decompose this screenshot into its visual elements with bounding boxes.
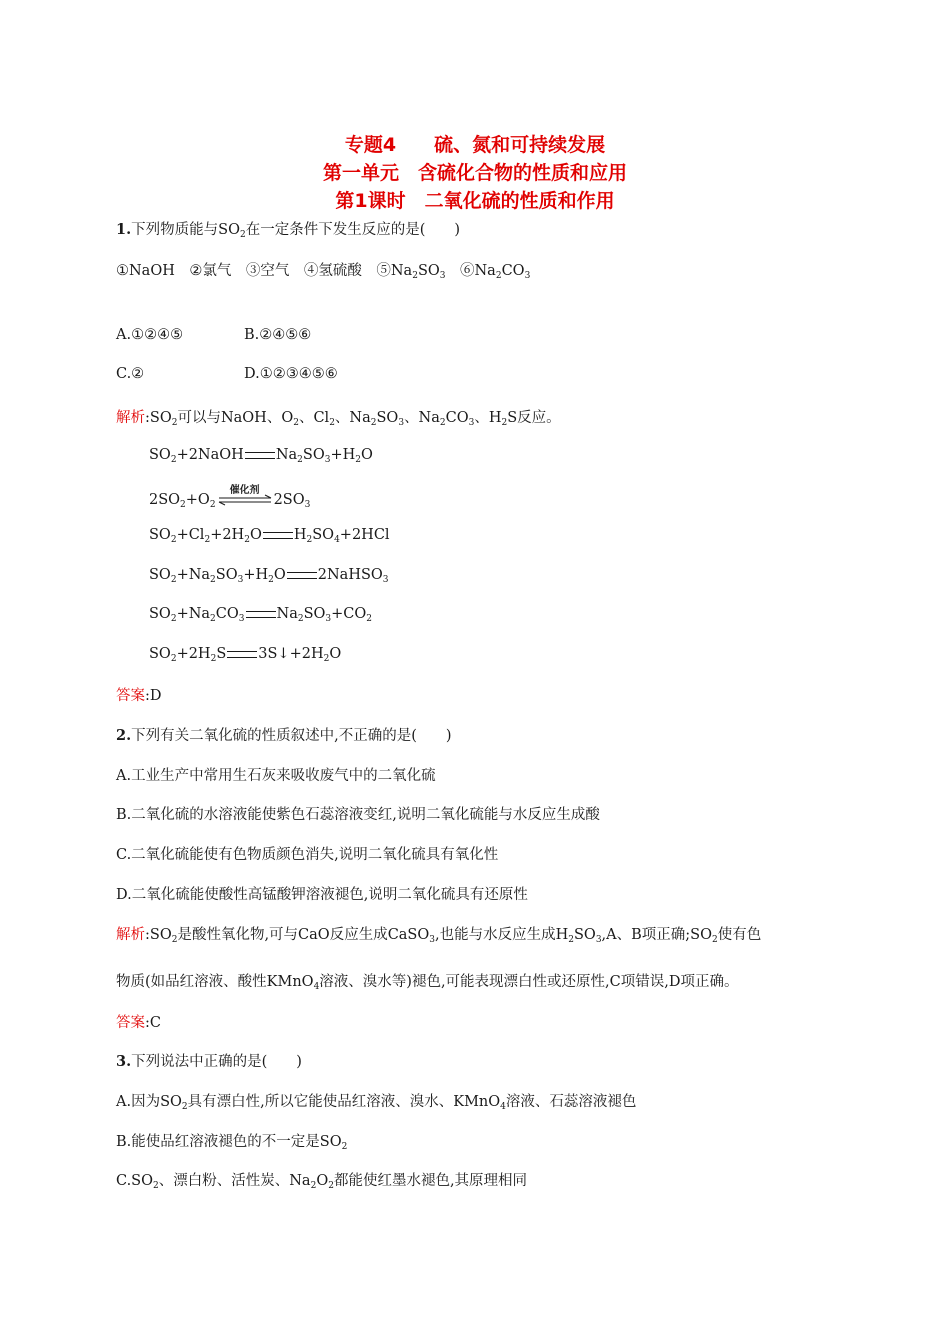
q1-option-a[interactable]: A.①②④⑤ [116, 327, 184, 343]
answer-label: 答案 [116, 1015, 145, 1031]
q1-stem: 1.下列物质能与$SO_2$在一定条件下发生反应的是( ) [116, 221, 461, 240]
q3-option-b[interactable]: B.能使品红溶液褪色的不一定是$SO_2$ [116, 1134, 348, 1152]
q2-option-d[interactable]: D.二氧化硫能使酸性高锰酸钾溶液褪色,说明二氧化硫具有还原性 [116, 887, 528, 903]
analysis-label: 解析 [116, 410, 145, 426]
q3-option-a[interactable]: A.因为$SO_2$具有漂白性,所以它能使品红溶液、溴水、KMnO$_4$溶液、石蕊溶液褪色 [116, 1094, 637, 1112]
q3-option-c[interactable]: $C.SO_2$、漂白粉、活性炭、$Na_2O_2$都能使红墨水褪色,其原理相同 [116, 1173, 528, 1191]
q2-option-c[interactable]: C.二氧化硫能使有色物质颜色消失,说明二氧化硫具有氧化性 [116, 847, 499, 863]
q2-analysis-line1: 解析$:SO_2$是酸性氧化物,可与CaO反应生成CaSO$_3$,也能与水反应生成$H_2SO_3,A$、B项正确$;SO_2$使有色 [116, 927, 762, 945]
q1-answer: 答案:D [116, 688, 162, 704]
equation-1: $SO_2+2NaOH$ $Na_2SO_3+H_2O$ [149, 447, 373, 465]
q1-option-d[interactable]: D.①②③④⑤⑥ [244, 366, 338, 382]
lesson-title: 第1课时 二氧化硫的性质和作用 [335, 190, 615, 212]
q2-option-b[interactable]: B.二氧化硫的水溶液能使紫色石蕊溶液变红,说明二氧化硫能与水反应生成酸 [116, 807, 600, 823]
equation-3: $SO_2+Cl_2+2H_2O$ $H_2SO_4+2HCl$ [149, 527, 390, 545]
q2-stem: 2.下列有关二氧化硫的性质叙述中,不正确的是( ) [116, 727, 452, 744]
chapter-title: 专题4 硫、氮和可持续发展 [344, 134, 606, 156]
q3-stem: 3.下列说法中正确的是( ) [116, 1053, 302, 1070]
unit-title: 第一单元 含硫化合物的性质和应用 [322, 162, 627, 184]
equation-5: $SO_2+Na_2CO_3$ $Na_2SO_3+CO_2$ [149, 606, 373, 624]
q2-option-a[interactable]: A.工业生产中常用生石灰来吸收废气中的二氧化硫 [116, 768, 436, 784]
q1-items: ①NaOH ②氯气 ③空气 ④氢硫酸 $⑤Na_2SO_3$ $⑥Na_2CO_3$ [116, 263, 531, 281]
answer-label: 答案 [116, 688, 145, 704]
q1-options-row1 [116, 327, 311, 343]
q1-option-c[interactable]: C.② [116, 366, 145, 382]
q1-analysis: 解析$:SO_2$可以与NaOH、$O_2$、$Cl_2$、$Na_2SO_3$、$Na_2CO_3$、$H_2S$反应。 [116, 410, 561, 428]
q1-options-row2 [116, 366, 338, 382]
equation-6: $SO_2+2H_2S$ $3S↓+2H_2O$ [149, 646, 342, 664]
q2-analysis-line2: 物质(如品红溶液、酸性KMnO$_4$溶液、溴水等)褪色,可能表现漂白性或还原性,C项错误,D项正确。 [116, 974, 739, 992]
equation-2: $2SO_2+O_2$ 催化剂 $2SO_3$ [149, 492, 310, 508]
analysis-label: 解析 [116, 927, 145, 943]
q2-answer: 答案:C [116, 1015, 161, 1031]
catalyst-label: 催化剂 [229, 485, 260, 496]
q1-option-b[interactable]: B.②④⑤⑥ [244, 327, 312, 343]
equation-4: $SO_2+Na_2SO_3+H_2O$ 2NaHSO$_3$ [149, 567, 389, 585]
